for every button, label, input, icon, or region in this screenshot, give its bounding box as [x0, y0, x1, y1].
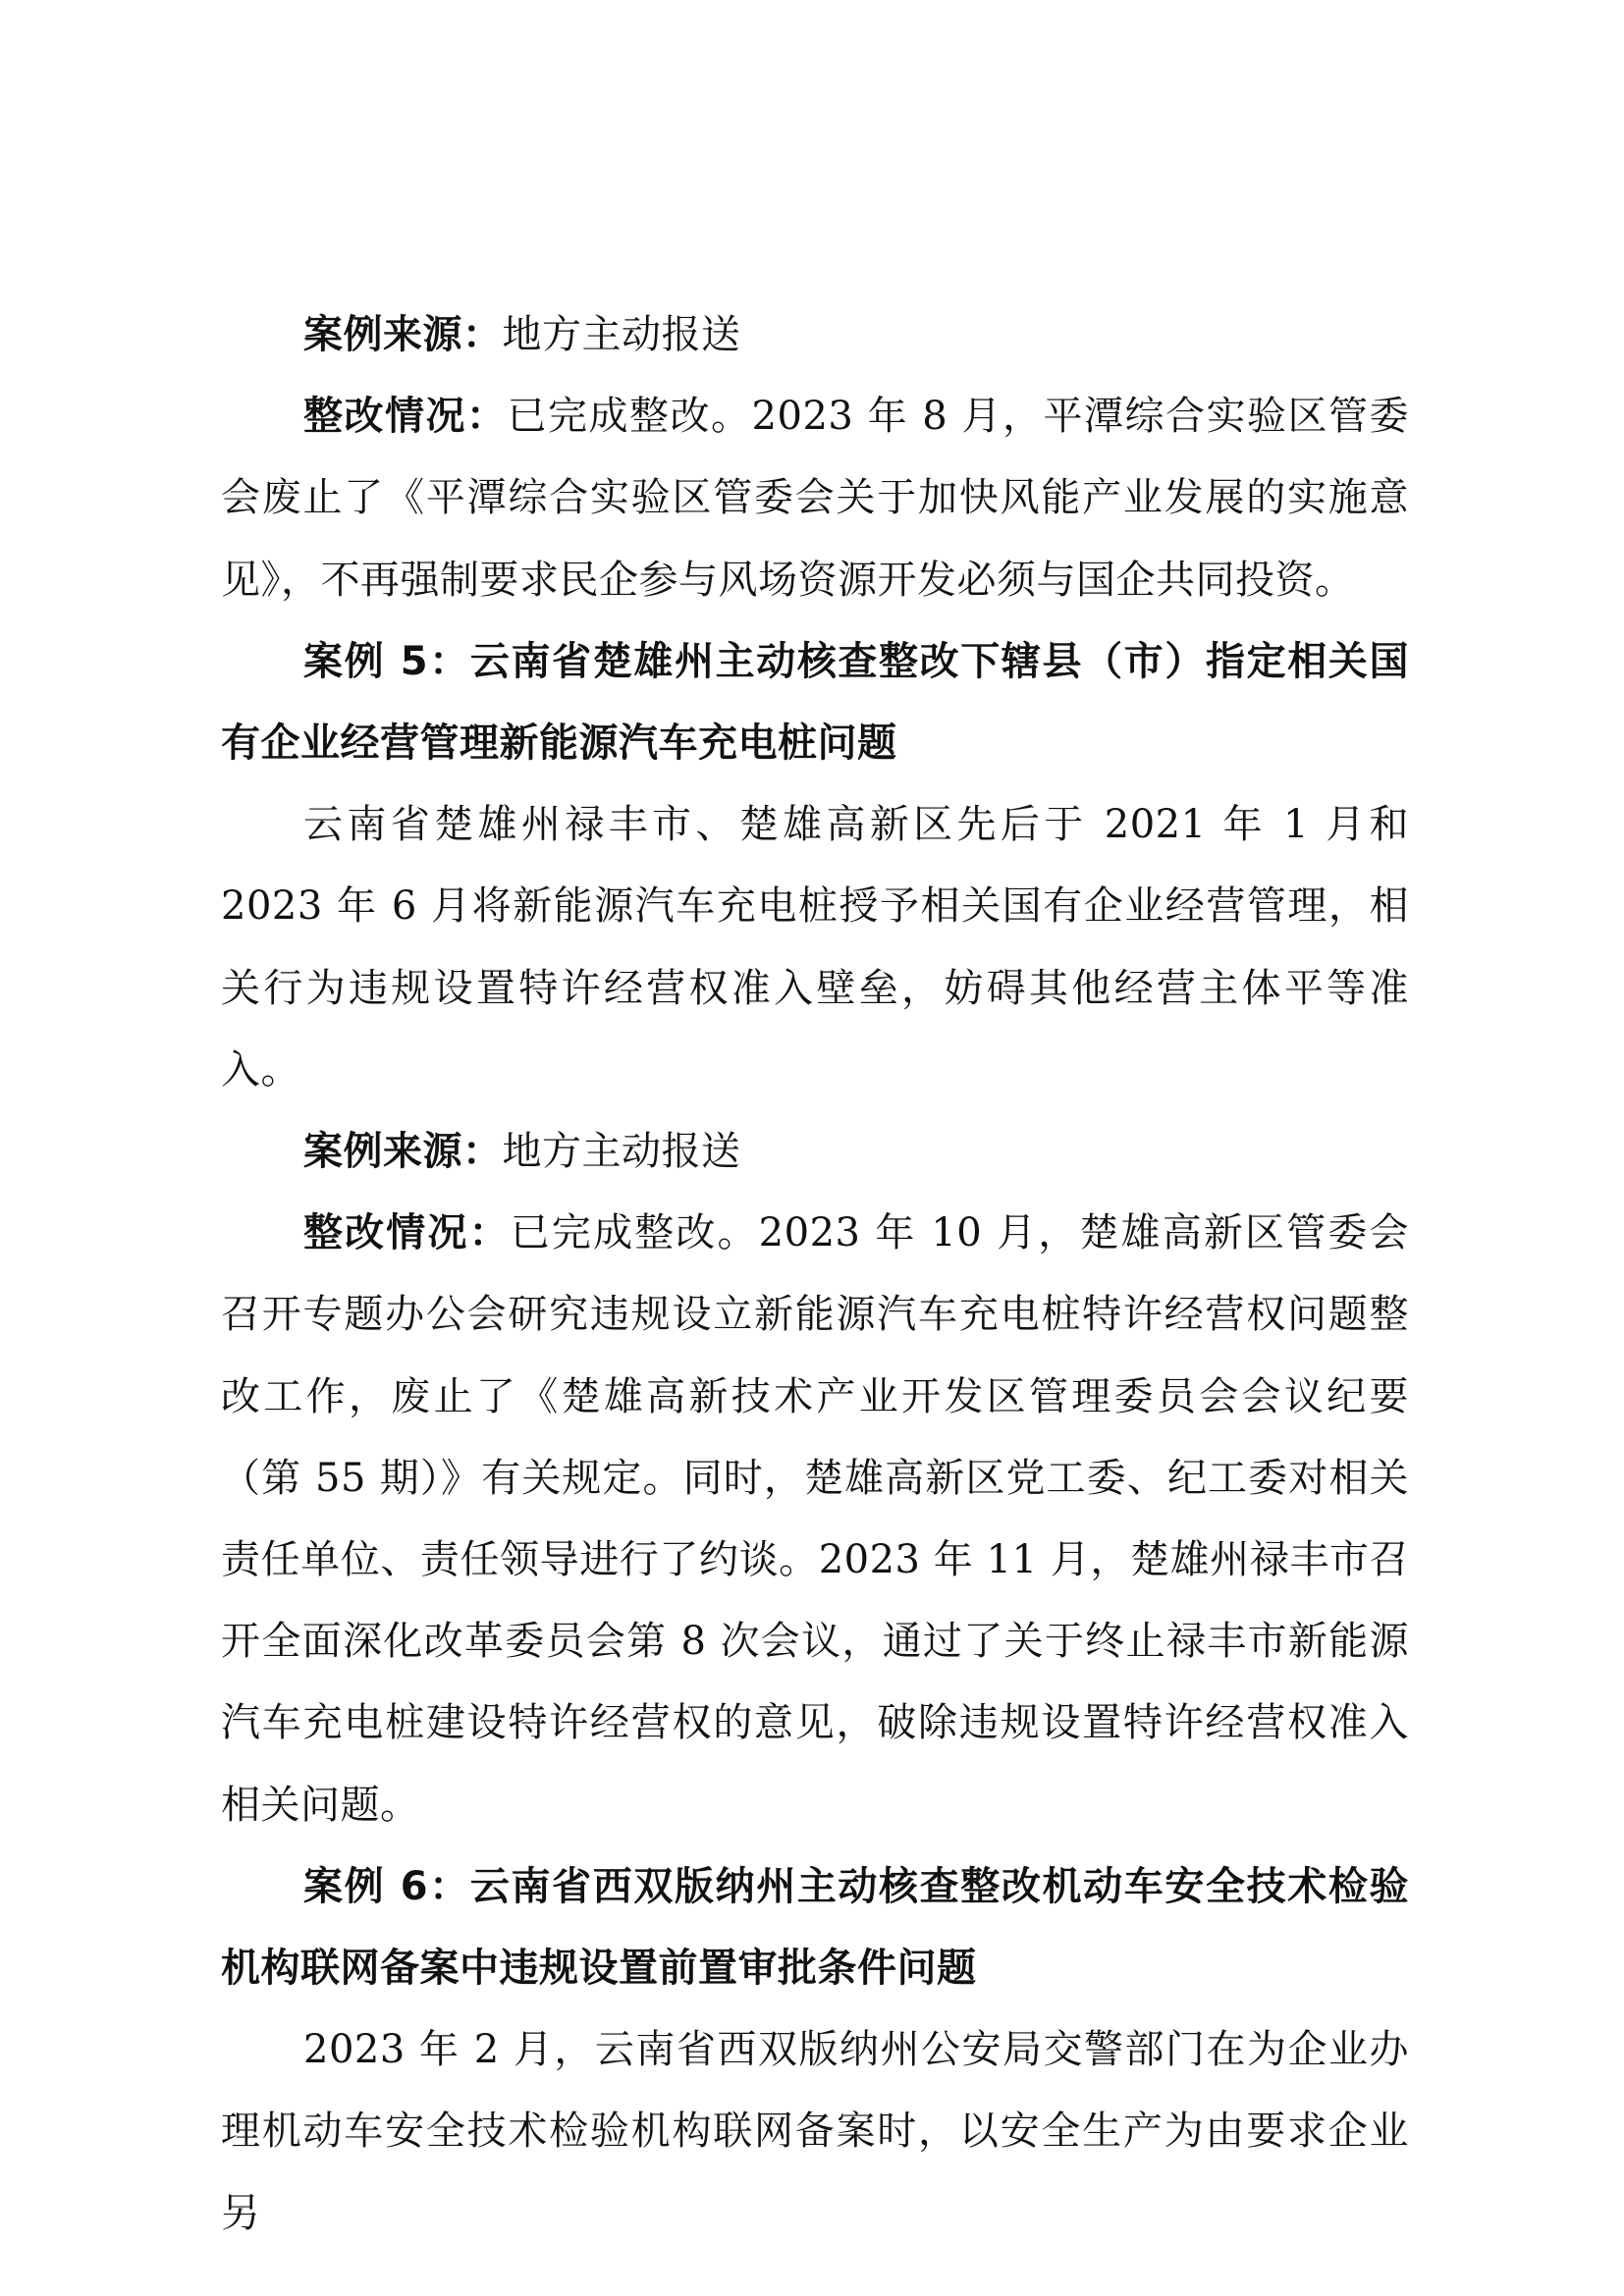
document-page [221, 294, 1409, 2255]
rectification-text: 已完成整改。2023 年 8 月，平潭综合实验区管委会废止了《平潭综合实验区管委会关于加快风能产业发展的实施意见》，不再强制要求民企参与风场资源开发必须与国企共同投资。 [221, 394, 1410, 603]
case-source-text: 地方主动报送 [502, 312, 741, 357]
case-source-label: 案例来源： [303, 312, 503, 357]
rectification-text: 已完成整改。2023 年 10 月，楚雄高新区管委会召开专题办公会研究违规设立新能源汽车充电桩特许经营权问题整改工作，废止了《楚雄高新技术产业开发区管理委员会会议纪要（第 55 期）》有关规定。同时，楚雄高新区党工委、纪工委对相关责任单位、责任领导进行了约谈。2023 年 11 月，楚雄州禄丰市召开全面深化改革委员会第 8 次会议，通过了关于终止禄丰市新能源汽车充电桩建设特许经营权的意见，破除违规设置特许经营权准入相关问题。 [221, 1210, 1409, 1828]
case-source-paragraph [221, 294, 1409, 376]
rectification-paragraph [221, 376, 1409, 621]
case-source-label: 案例来源： [303, 1129, 503, 1175]
case-5-heading: 案例 5：云南省楚雄州主动核查整改下辖县（市）指定相关国有企业经营管理新能源汽车充电桩问题 [221, 638, 1409, 767]
rectification-paragraph [221, 1193, 1409, 1846]
rectification-label: 整改情况： [303, 1210, 511, 1256]
case-5-body: 云南省楚雄州禄丰市、楚雄高新区先后于 2021 年 1 月和 2023 年 6 月将新能源汽车充电桩授予相关国有企业经营管理，相关行为违规设置特许经营权准入壁垒，妨碍其他经营主体平等准入。 [221, 802, 1409, 1093]
rectification-label: 整改情况： [303, 394, 508, 440]
case-source-paragraph [221, 1111, 1409, 1193]
case-6-heading: 案例 6：云南省西双版纳州主动核查整改机动车安全技术检验机构联网备案中违规设置前置审批条件问题 [221, 1863, 1409, 1992]
case-source-text: 地方主动报送 [502, 1129, 741, 1175]
case-6-body: 2023 年 2 月，云南省西双版纳州公安局交警部门在为企业办理机动车安全技术检验机构联网备案时，以安全生产为由要求企业另 [221, 2027, 1409, 2236]
